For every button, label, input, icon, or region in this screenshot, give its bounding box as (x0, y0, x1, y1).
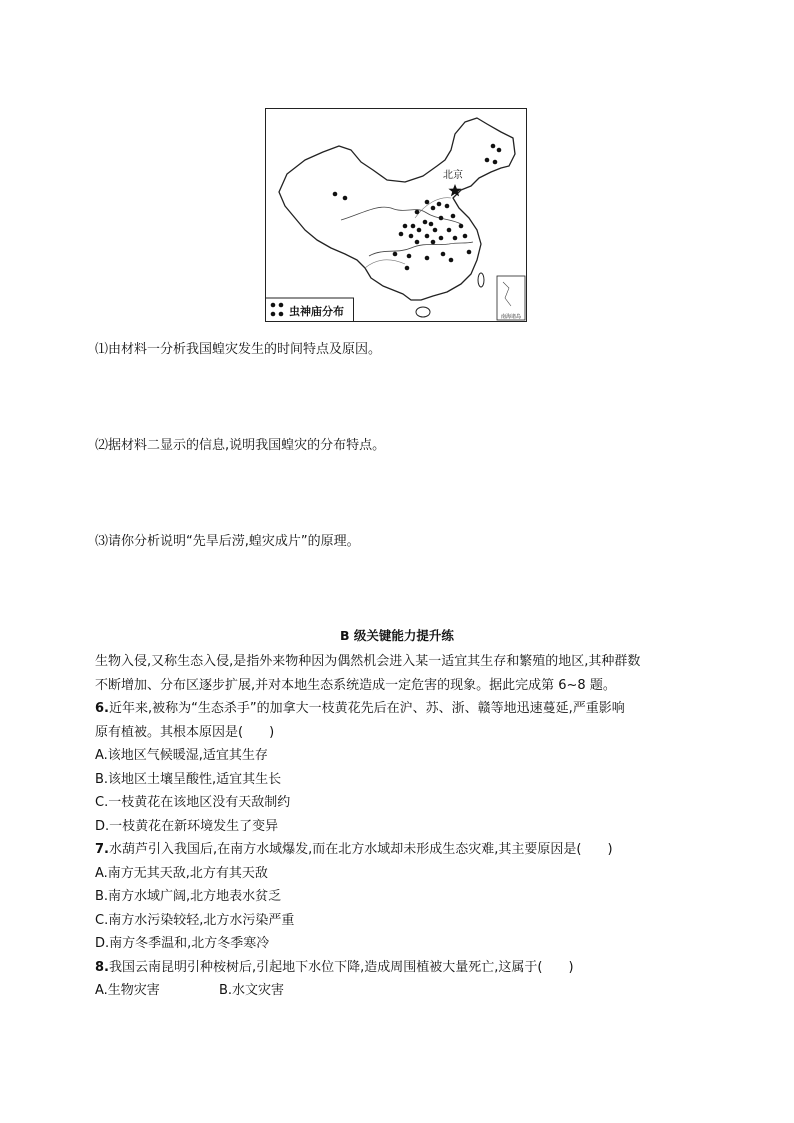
question-7 (95, 838, 695, 956)
insect-temple-distribution-map (265, 108, 527, 322)
question-8-option-b: B.水文灾害 (219, 983, 285, 998)
beijing-label: 北京 (443, 170, 463, 181)
section-b-title: B 级关键能力提升练 (340, 628, 454, 643)
question-8-options (95, 979, 695, 1003)
question-7-option-c: C.南方水污染较轻,北方水污染严重 (95, 912, 295, 928)
question-7-stem (95, 838, 695, 862)
question-7-option-b: B.南方水域广阔,北方地表水贫乏 (95, 889, 282, 904)
question-8-number: 8. (95, 959, 109, 975)
question-7-option-a: A.南方无其天敌,北方有其天敌 (95, 865, 268, 881)
legend-label: 虫神庙分布 (289, 305, 344, 318)
question-6-option-b: B.该地区土壤呈酸性,适宜其生长 (95, 771, 282, 787)
map-frame (266, 109, 527, 322)
sub-question-2: ⑵据材料二显示的信息,说明我国蝗灾的分布特点。 (95, 438, 386, 453)
question-6-stem-line-2: 原有植被。其根本原因是( ) (95, 724, 275, 740)
question-8-option-a: A.生物灾害 (95, 983, 160, 998)
question-6 (95, 697, 695, 838)
question-8-stem-line-1: 我国云南昆明引种桉树后,引起地下水位下降,造成周围植被大量死亡,这属于( ) (108, 959, 574, 975)
question-7-stem-line-1: 水葫芦引入我国后,在南方水域爆发,而在北方水域却未形成生态灾难,其主要原因是( ) (108, 842, 613, 857)
question-7-number: 7. (95, 842, 109, 857)
question-8 (95, 956, 695, 1003)
inset-label: 南海诸岛 (500, 314, 522, 320)
china-map-svg (265, 108, 527, 322)
intro-line-1: 生物入侵,又称生态入侵,是指外来物种因为偶然机会进入某一适宜其生存和繁殖的地区,其种群数 (95, 654, 641, 669)
sub-question-1: ⑴由材料一分析我国蝗灾发生的时间特点及原因。 (95, 342, 382, 357)
question-6-option-a: A.该地区气候暖湿,适宜其生存 (95, 748, 268, 763)
sub-question-3: ⑶请你分析说明“先旱后涝,蝗灾成片”的原理。 (95, 534, 360, 549)
question-6-option-c: C.一枝黄花在该地区没有天敌制约 (95, 795, 291, 810)
question-7-option-d: D.南方冬季温和,北方冬季寒冷 (95, 936, 270, 951)
question-6-option-d: D.一枝黄花在新环境发生了变异 (95, 818, 279, 834)
question-6-stem (95, 697, 695, 721)
intro-line-2: 不断增加、分布区逐步扩展,并对本地生态系统造成一定危害的现象。据此完成第 6~8 题。 (95, 677, 616, 693)
question-6-number: 6. (95, 701, 109, 716)
question-6-stem-line-1: 近年来,被称为“生态杀手”的加拿大一枝黄花先后在沪、苏、浙、赣等地迅速蔓延,严重影响 (108, 701, 625, 716)
question-8-stem (95, 956, 695, 980)
section-b-body (95, 650, 695, 1003)
